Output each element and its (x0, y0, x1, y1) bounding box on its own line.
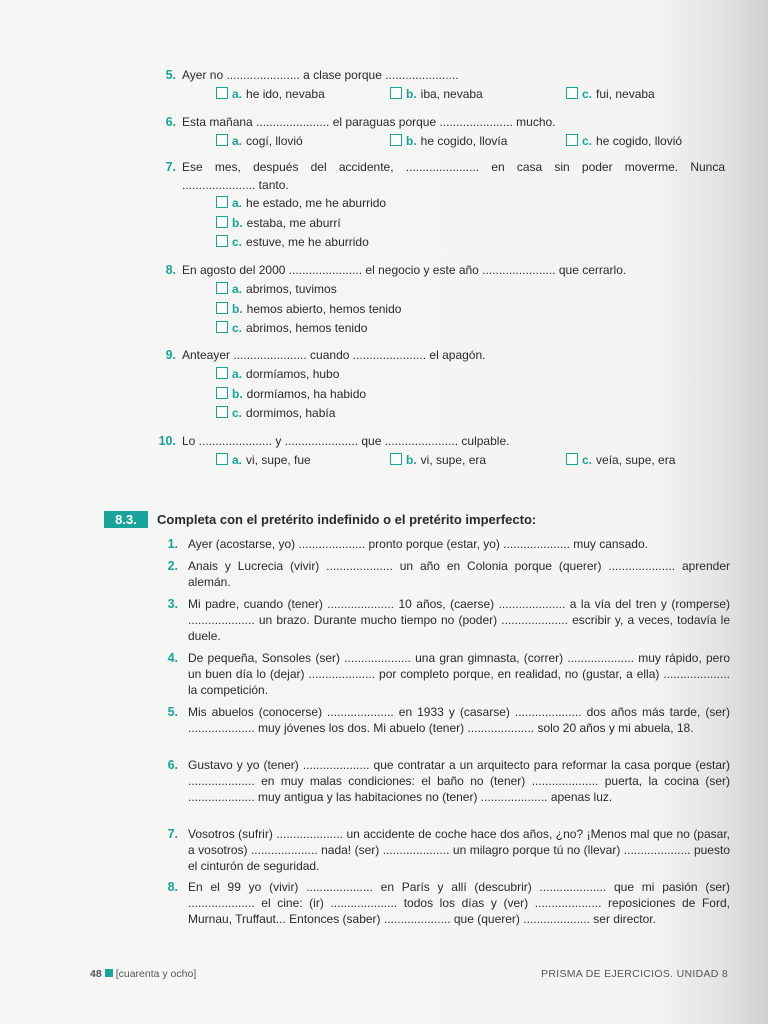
exercise-sentence: En el 99 yo (vivir) .................... en París y allí (descubrir) .................... que mi pasión (ser) .................... el cine: (ir) .................... todos los días y (ver) .................... reposiciones de Ford, Murnau, Truffaut... Entonces (saber) .................... que (querer) .................... ser director. (188, 880, 730, 926)
option-text: veía, supe, era (596, 453, 676, 467)
item-number: 8. (167, 880, 178, 894)
option-text: abrimos, hemos tenido (246, 321, 368, 335)
item-number: 8. (165, 263, 176, 277)
option-letter: b. (232, 215, 243, 230)
page-number-words: [cuarenta y ocho] (115, 968, 197, 980)
footer-book-title: PRISMA DE EJERCICIOS. UNIDAD 8 (541, 968, 728, 980)
checkbox-icon[interactable] (216, 406, 228, 418)
option-text: dormíamos, hubo (246, 367, 340, 381)
exercise-sentence: Mi padre, cuando (tener) .................... 10 años, (caerse) .................... a la vía del tren y (romperse) .................... un brazo. Durante mucho tiempo no (poder) .................... escribir y, a veces, todavía le duele. (188, 597, 730, 643)
answer-option[interactable] (216, 235, 369, 250)
exercise-sentence: De pequeña, Sonsoles (ser) .................... una gran gimnasta, (correr) .................... muy rápido, pero un buen día lo (dejar) .................... por completo porque, en realidad, no (gustar, a ella) .................... la competición. (188, 651, 730, 697)
question-sentence: Esta mañana ...................... el paraguas porque ...................... mucho. (182, 115, 556, 129)
checkbox-icon[interactable] (390, 87, 402, 99)
question-sentence: Ayer no ...................... a clase porque ...................... (182, 68, 459, 82)
answer-option[interactable] (390, 134, 507, 149)
answer-option[interactable] (216, 406, 335, 421)
answer-option[interactable] (216, 282, 337, 297)
option-letter: c. (232, 321, 243, 335)
question-sentence-continued: ...................... tanto. (182, 178, 289, 192)
item-number: 7. (167, 827, 178, 841)
option-letter: a. (232, 87, 243, 101)
answer-option[interactable] (566, 134, 682, 149)
option-text: he ido, nevaba (246, 87, 325, 101)
checkbox-icon[interactable] (216, 134, 228, 146)
option-text: dormimos, había (246, 406, 336, 420)
checkbox-icon[interactable] (216, 87, 228, 99)
checkbox-icon[interactable] (566, 453, 578, 465)
exercise-sentence: Mis abuelos (conocerse) .................... en 1933 y (casarse) .................... dos años más tarde, (ser) .................... muy jóvenes los dos. Mi abuelo (tener) .................... solo 20 años y mi abuela, 18. (188, 705, 730, 735)
answer-option[interactable] (216, 367, 339, 382)
exercise-sentence: Gustavo y yo (tener) .................... que contratar a un arquitecto para reformar la casa porque (estar) .................... en muy malas condiciones: el baño no (tener) .................... puerta, la cocina (ser) .................... muy antigua y las habitaciones no (tener) .................... apenas luz. (188, 758, 730, 804)
teal-square-icon (105, 969, 113, 977)
answer-option[interactable] (390, 87, 483, 102)
option-letter: a. (232, 453, 243, 467)
checkbox-icon[interactable] (216, 453, 228, 465)
checkbox-icon[interactable] (216, 282, 228, 294)
option-text: dormíamos, ha habido (246, 386, 367, 401)
item-number: 9. (165, 348, 176, 362)
option-letter: a. (232, 282, 243, 296)
answer-option[interactable] (216, 387, 366, 402)
item-number: 5. (167, 705, 178, 719)
item-number: 6. (167, 758, 178, 772)
answer-option[interactable] (216, 87, 325, 102)
option-letter: c. (582, 134, 593, 148)
question-sentence: Lo ...................... y ...................... que ...................... culpable. (182, 434, 510, 448)
option-text: iba, nevaba (420, 87, 483, 101)
item-number: 1. (167, 537, 178, 551)
option-text: estaba, me aburrí (246, 215, 341, 230)
checkbox-icon[interactable] (566, 87, 578, 99)
section-title: Completa con el pretérito indefinido o el pretérito imperfecto: (157, 512, 537, 527)
item-number: 5. (165, 68, 176, 82)
question-sentence: Ese mes, después del accidente, ...................... en casa sin poder moverme. Nunca (182, 160, 725, 174)
checkbox-icon[interactable] (390, 453, 402, 465)
option-text: cogí, llovió (246, 134, 303, 148)
option-text: he cogido, llovió (596, 134, 683, 148)
option-letter: c. (582, 87, 593, 101)
option-text: estuve, me he aburrido (246, 235, 369, 249)
option-letter: c. (582, 453, 593, 467)
option-letter: a. (232, 134, 243, 148)
answer-option[interactable] (566, 453, 675, 468)
option-letter: b. (232, 386, 243, 401)
exercise-sentence: Ayer (acostarse, yo) .................... pronto porque (estar, yo) .................... muy cansado. (188, 537, 648, 551)
answer-option[interactable] (390, 453, 486, 468)
option-letter: c. (232, 406, 243, 420)
answer-option[interactable] (216, 134, 303, 149)
option-text: vi, supe, fue (246, 453, 311, 467)
option-text: abrimos, tuvimos (246, 282, 337, 296)
checkbox-icon[interactable] (216, 196, 228, 208)
checkbox-icon[interactable] (216, 235, 228, 247)
item-number: 7. (165, 160, 176, 174)
option-letter: b. (406, 134, 417, 148)
checkbox-icon[interactable] (216, 216, 228, 228)
option-letter: c. (232, 235, 243, 249)
checkbox-icon[interactable] (216, 321, 228, 333)
option-letter: b. (406, 87, 417, 101)
answer-option[interactable] (216, 216, 341, 231)
checkbox-icon[interactable] (216, 367, 228, 379)
option-text: fui, nevaba (596, 87, 655, 101)
answer-option[interactable] (216, 321, 367, 336)
option-letter: b. (232, 301, 243, 316)
answer-option[interactable] (216, 196, 386, 211)
option-text: hemos abierto, hemos tenido (246, 301, 402, 316)
question-sentence: Anteayer ...................... cuando ...................... el apagón. (182, 348, 486, 362)
question-sentence: En agosto del 2000 ...................... el negocio y este año ...................... que cerrarlo. (182, 263, 627, 277)
item-number: 4. (167, 651, 178, 665)
answer-option[interactable] (216, 453, 311, 468)
exercise-sentence: Anais y Lucrecia (vivir) .................... un año en Colonia porque (querer) .................... aprender alemán. (188, 559, 730, 589)
exercise-sentence: Vosotros (sufrir) .................... un accidente de coche hace dos años, ¿no? ¡Menos mal que no (pasar, a vosotros) .................... nada! (ser) .................... un milagro porque tú no (llevar) .................... puesto el cinturón de seguridad. (188, 827, 730, 873)
item-number: 10. (158, 434, 176, 448)
option-text: vi, supe, era (420, 453, 487, 467)
answer-option[interactable] (216, 302, 401, 317)
item-number: 6. (165, 115, 176, 129)
answer-option[interactable] (566, 87, 655, 102)
checkbox-icon[interactable] (566, 134, 578, 146)
item-number: 2. (167, 559, 178, 573)
checkbox-icon[interactable] (216, 302, 228, 314)
option-text: he cogido, llovía (420, 134, 508, 148)
checkbox-icon[interactable] (216, 387, 228, 399)
page-number: 48 (90, 968, 102, 980)
item-number: 3. (167, 597, 178, 611)
option-text: he estado, me he aburrido (246, 196, 387, 210)
footer-left (90, 968, 196, 980)
checkbox-icon[interactable] (390, 134, 402, 146)
option-letter: b. (406, 453, 417, 467)
option-letter: a. (232, 196, 243, 210)
section-badge: 8.3. (104, 511, 148, 528)
option-letter: a. (232, 367, 243, 381)
